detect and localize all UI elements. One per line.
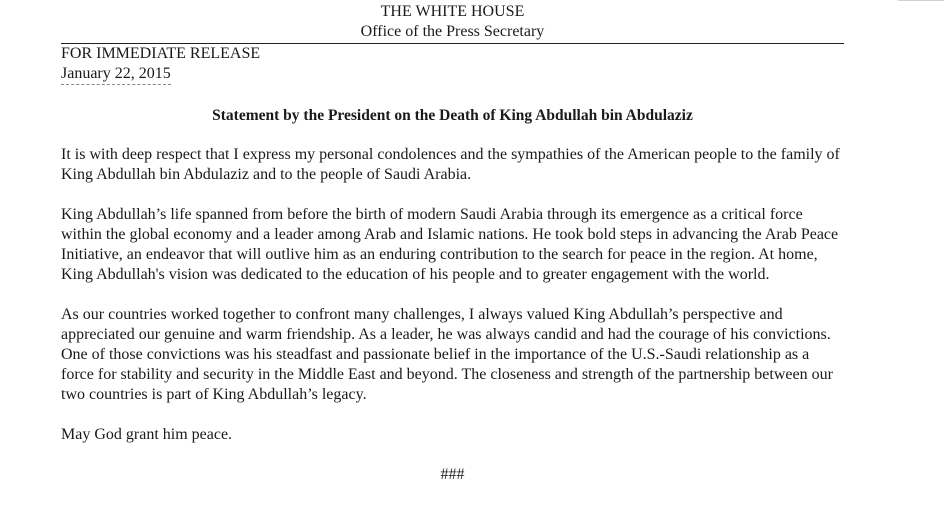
paragraph-3: As our countries worked together to confront many challenges, I always valued King Abdullah’s perspective and appreciated our genuine and warm friendship. As a leader, he was always candid and had the courage of his convictions. One of those convictions was his steadfast and passionate belief in the importance of the U.S.-Saudi relationship as a force for stability and security in the Middle East and beyond. The closeness and strength of the partnership between our two countries is part of King Abdullah’s legacy. <box>61 306 833 403</box>
paragraph-1: It is with deep respect that I express my personal condolences and the sympathies of the American people to the family of King Abdullah bin Abdulaziz and to the people of Saudi Arabia. <box>61 146 840 183</box>
release-date: January 22, 2015 <box>61 64 171 85</box>
statement-title: Statement by the President on the Death of King Abdullah bin Abdulaziz <box>212 107 693 124</box>
letterhead <box>61 0 844 42</box>
office-name: Office of the Press Secretary <box>360 23 545 40</box>
top-right-divider <box>898 0 944 1</box>
release-label: FOR IMMEDIATE RELEASE <box>61 45 261 62</box>
paragraph-2: King Abdullah’s life spanned from before the birth of modern Saudi Arabia through its emergence as a critical force within the global economy and a leader among Arab and Islamic nations. He took bold steps in advancing the Arab Peace Initiative, an endeavor that will outlive him as an enduring contribution to the search for peace in the region. At home, King Abdullah's vision was dedicated to the education of his people and to greater engagement with the world. <box>61 206 839 283</box>
end-mark: ### <box>440 466 465 483</box>
release-block <box>61 44 844 85</box>
press-release-document <box>61 0 844 485</box>
paragraph-4: May God grant him peace. <box>61 426 233 443</box>
org-name: THE WHITE HOUSE <box>380 3 525 20</box>
